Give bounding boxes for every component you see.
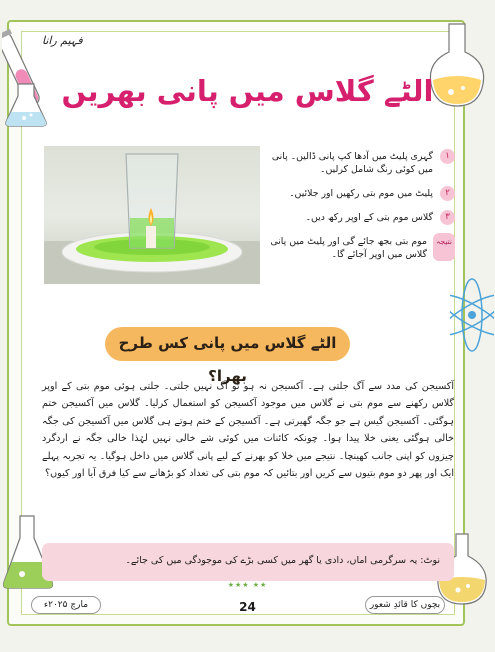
experiment-photo [44,146,260,284]
magazine-name: بچوں کا قائدِ شعور [365,596,445,614]
step-number: ۲ [440,186,455,201]
step-number: ۳ [440,210,455,225]
step-number: ۱ [440,149,455,164]
safety-note: نوٹ: یہ سرگرمی اماں، دادی یا گھر میں کسی بڑے کی موجودگی میں کی جائے۔ [42,543,454,581]
author-name: فہیم رانا [42,34,83,47]
steps-list [265,150,455,272]
explanation-paragraph: آکسیجن کی مدد سے آگ جلتی ہے۔ آکسیجن نہ ہو تو آگ نہیں جلتی۔ جلتی ہوئی موم بتی کے اوپر گلاس رکھنے سے موم بتی نے گلاس میں موجود آکسیجن کو استعمال کرلیا۔ گلاس میں آکسیجن ختم ہوگئی۔ آکسیجن گیس ہے جو جگہ گھیرتی ہے۔ آکسیجن کے ختم ہوتے ہی گلاس میں آکسیجن کی جگہ خالی ہوگئی یعنی خلا پیدا ہوا۔ چونکہ کائنات میں کوئی شے خالی نہیں لہٰذا خالی جگہ نے اردگرد چیزوں کو اپنی جانب کھینچا۔ نتیجے میں خلا کو بھرنے کے لیے پانی گلاس میں داخل ہوگیا۔ یہ تجربہ پہلے ایک اور پھر دو موم بتیوں سے کریں اور بتائیں کہ موم بتی کی تعداد کو بڑھانے سے کیا فرق آیا اور کیوں؟ [42,381,454,480]
step-item [265,150,455,176]
result-label: نتیجہ [433,233,455,261]
issue-date: مارچ ۲۰۲۵ء [31,596,101,614]
step-text: گلاس موم بتی کے اوپر رکھ دیں۔ [305,212,433,223]
page-sheet [21,31,455,615]
stars-decoration: ★★★ ★★ [227,581,268,589]
result-item [265,235,455,261]
step-text: پلیٹ میں موم بتی رکھیں اور جلائیں۔ [289,188,433,199]
page-number: 24 [239,600,256,614]
step-item [265,211,455,224]
result-text: موم بتی بجھ جائے گی اور پلیٹ میں پانی گلاس میں اوپر آجائے گا۔ [270,236,427,260]
section-heading: الٹے گلاس میں پانی کس طرح بھرا؟ [105,327,350,361]
article-title: الٹے گلاس میں پانی بھریں [61,74,434,108]
atom-icon [450,270,494,360]
step-text: گہری پلیٹ میں آدھا کپ پانی ڈالیں۔ پانی میں کوئی رنگ شامل کرلیں۔ [271,151,433,175]
step-item [265,187,455,200]
